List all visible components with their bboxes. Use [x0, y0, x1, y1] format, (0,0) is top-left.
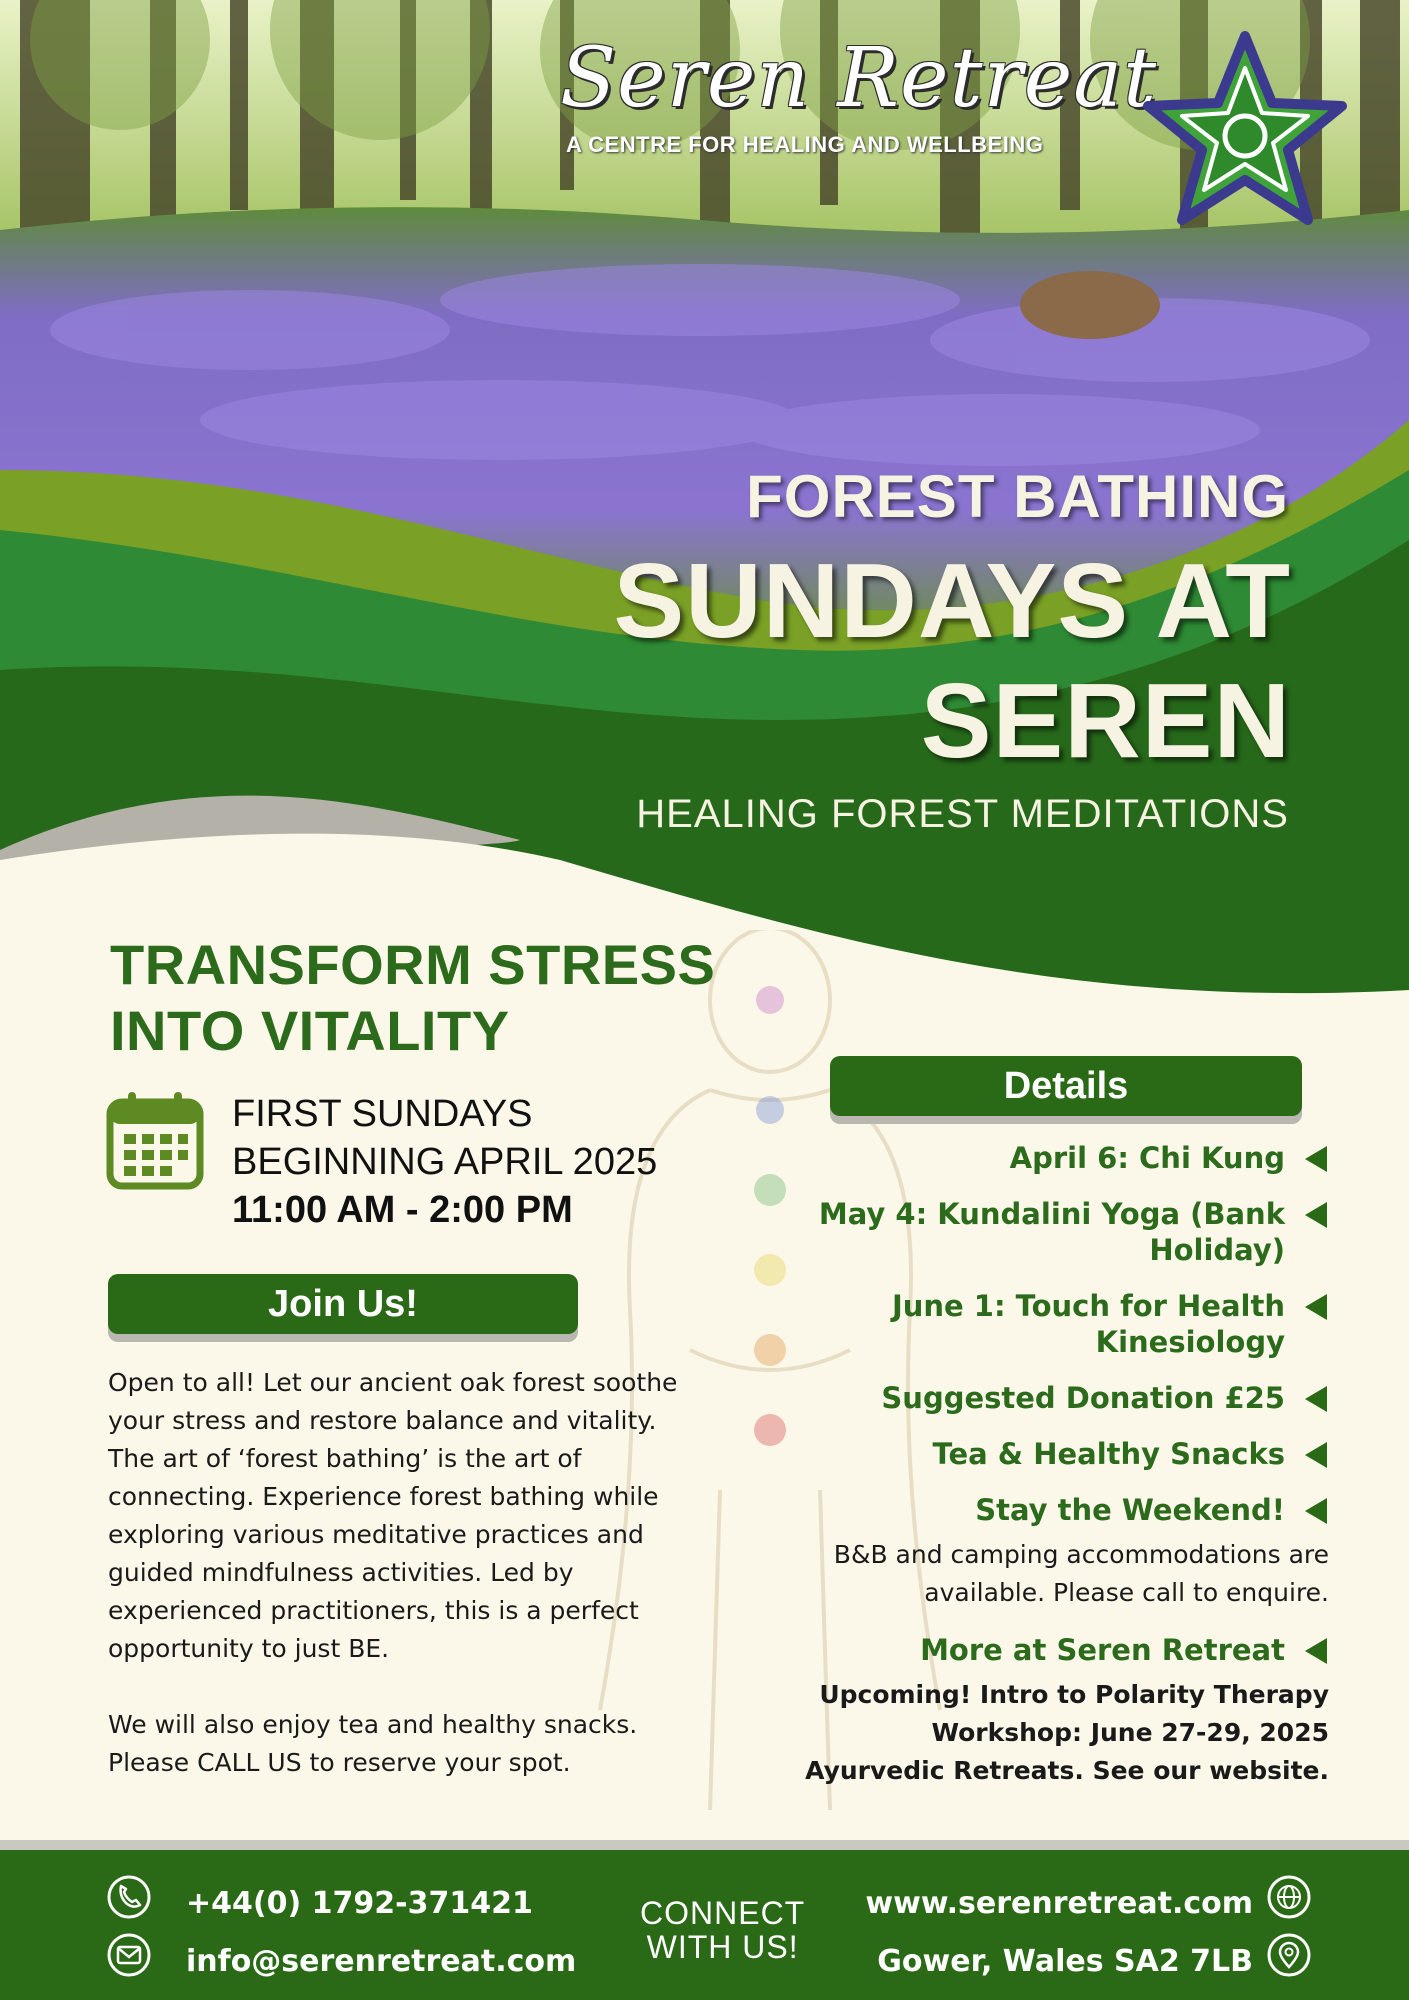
- hero-subtitle: HEALING FOREST MEDITATIONS: [636, 792, 1289, 836]
- location-pin-icon: [1266, 1932, 1312, 1978]
- headline-line2: INTO VITALITY: [110, 999, 510, 1062]
- description-paragraph-1: Open to all! Let our ancient oak forest soothe your stress and restore balance and vitality. The art of ‘forest bathing’ is the art of connecting. Experience forest bathing while exploring various meditative practices and guided mindfulness activities. Led by experienced practitioners, this is a perfect opportunity to just BE.: [108, 1368, 678, 1663]
- detail-item: Tea & Healthy Snacks: [769, 1436, 1329, 1472]
- details-banner: Details: [830, 1056, 1302, 1116]
- more-line1: Upcoming! Intro to Polarity Therapy: [819, 1680, 1329, 1709]
- globe-icon: [1266, 1874, 1312, 1920]
- footer: [0, 1840, 1409, 2000]
- website-link[interactable]: www.serenretreat.com: [865, 1886, 1253, 1921]
- connect-line1: CONNECT: [640, 1895, 806, 1931]
- brand-name: Seren Retreat: [560, 31, 1158, 126]
- connect-with-us: [640, 1896, 805, 1964]
- headline: [110, 932, 715, 1064]
- connect-line2: WITH US!: [646, 1929, 799, 1965]
- hero-title-line2: SEREN: [920, 662, 1291, 780]
- phone-number[interactable]: +44(0) 1792-371421: [186, 1886, 533, 1921]
- schedule-time: 11:00 AM - 2:00 PM: [232, 1189, 573, 1231]
- stay-note: B&B and camping accommodations are available. Please call to enquire.: [833, 1540, 1329, 1607]
- schedule-line2: BEGINNING APRIL 2025: [232, 1141, 658, 1183]
- envelope-icon: [106, 1932, 152, 1978]
- phone-icon: [106, 1874, 152, 1920]
- details-list: [769, 1140, 1329, 1810]
- email-link[interactable]: info@serenretreat.com: [186, 1944, 577, 1979]
- detail-item: Stay the Weekend!: [769, 1492, 1329, 1528]
- celtic-star-logo-icon: [1140, 28, 1350, 228]
- brand-tagline: A CENTRE FOR HEALING AND WELLBEING: [566, 132, 1044, 157]
- more-at-seren-heading: More at Seren Retreat: [769, 1632, 1329, 1668]
- description-paragraph-2: We will also enjoy tea and healthy snacks. Please CALL US to reserve your spot.: [108, 1710, 638, 1777]
- location-address: Gower, Wales SA2 7LB: [877, 1944, 1253, 1979]
- description: [108, 1364, 708, 1782]
- more-line2: Workshop: June 27-29, 2025: [931, 1718, 1329, 1747]
- join-us-banner: Join Us!: [108, 1274, 578, 1334]
- schedule-block: [232, 1090, 657, 1234]
- more-info: [769, 1676, 1329, 1790]
- calendar-icon: [106, 1090, 204, 1190]
- more-line3: Ayurvedic Retreats. See our website.: [805, 1756, 1329, 1785]
- brand-block: [560, 31, 1160, 158]
- detail-item: May 4: Kundalini Yoga (Bank Holiday): [769, 1196, 1329, 1268]
- detail-item: April 6: Chi Kung: [769, 1140, 1329, 1176]
- detail-item: Suggested Donation £25: [769, 1380, 1329, 1416]
- headline-line1: TRANSFORM STRESS: [110, 933, 716, 996]
- detail-item: June 1: Touch for Health Kinesiology: [769, 1288, 1329, 1360]
- hero-title-line1: SUNDAYS AT: [613, 542, 1291, 660]
- hero-kicker: FOREST BATHING: [746, 463, 1289, 530]
- schedule-line1: FIRST SUNDAYS: [232, 1093, 533, 1135]
